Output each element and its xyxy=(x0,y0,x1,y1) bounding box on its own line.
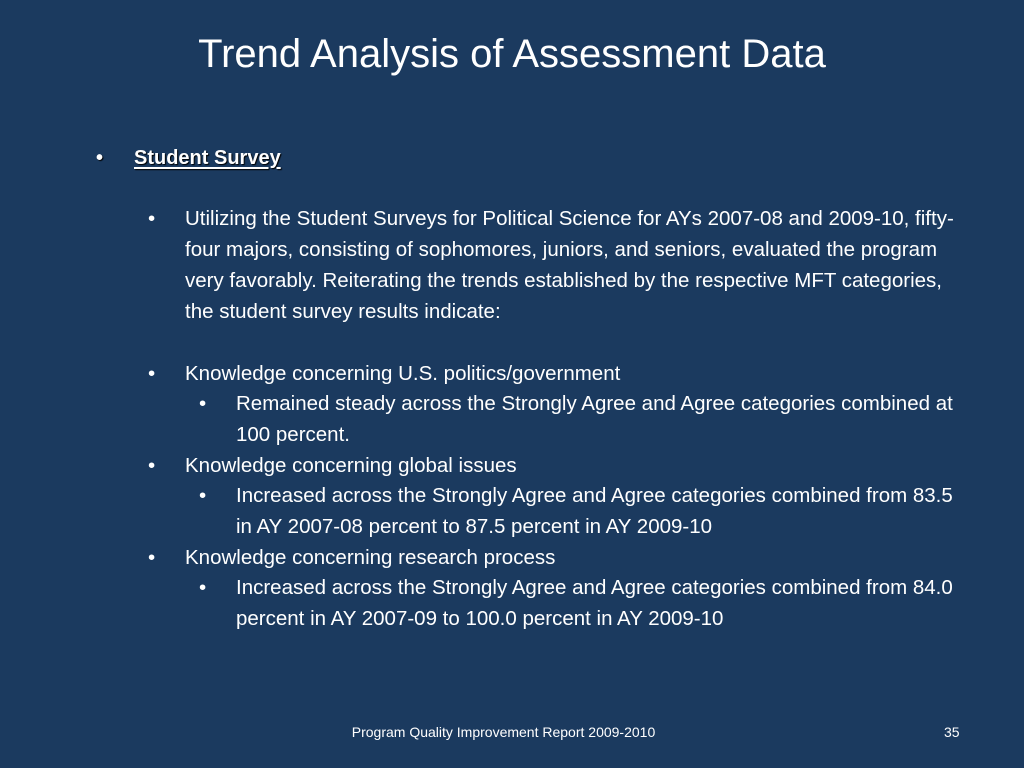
bullet-icon: • xyxy=(199,484,207,507)
list-item-text: Knowledge concerning global issues xyxy=(185,454,517,477)
bullet-icon: • xyxy=(148,454,156,477)
sub-list-item xyxy=(199,480,956,542)
bullet-icon: • xyxy=(148,546,156,569)
page-number: 35 xyxy=(944,724,960,740)
sub-list-item xyxy=(199,388,956,450)
slide-footer: Program Quality Improvement Report 2009-2010 xyxy=(351,724,656,740)
bullet-icon: • xyxy=(199,576,207,599)
list-item-text: Increased across the Strongly Agree and Agree categories combined from 83.5 in AY 2007-08 percent to 87.5 percent in AY 2009-10 xyxy=(236,484,953,538)
bullet-icon: • xyxy=(199,392,207,415)
list-item-text: Knowledge concerning research process xyxy=(185,546,556,569)
sub-list-item xyxy=(199,572,956,634)
list-item-text: Utilizing the Student Surveys for Political Science for AYs 2007-08 and 2009-10, fifty-four majors, consisting of sophomores, juniors, and seniors, evaluated the program very favorably. Reiterating the trends established by the respective MFT categories, the student survey results indicate: xyxy=(185,207,954,323)
section-heading xyxy=(96,144,281,172)
bullet-icon: • xyxy=(148,362,156,385)
bullet-icon: • xyxy=(148,207,156,230)
list-item-text: Knowledge concerning U.S. politics/government xyxy=(185,362,621,385)
list-item-text: Increased across the Strongly Agree and Agree categories combined from 84.0 percent in AY 2007-09 to 100.0 percent in AY 2009-10 xyxy=(236,576,953,630)
list-item xyxy=(148,450,955,481)
slide-title: Trend Analysis of Assessment Data xyxy=(198,32,826,76)
section-heading-label: Student Survey xyxy=(134,147,281,169)
list-item xyxy=(148,542,955,573)
list-item xyxy=(148,358,955,389)
bullet-icon: • xyxy=(96,147,104,169)
list-item-text: Remained steady across the Strongly Agree and Agree categories combined at 100 percent. xyxy=(236,392,953,446)
list-item xyxy=(148,203,955,327)
